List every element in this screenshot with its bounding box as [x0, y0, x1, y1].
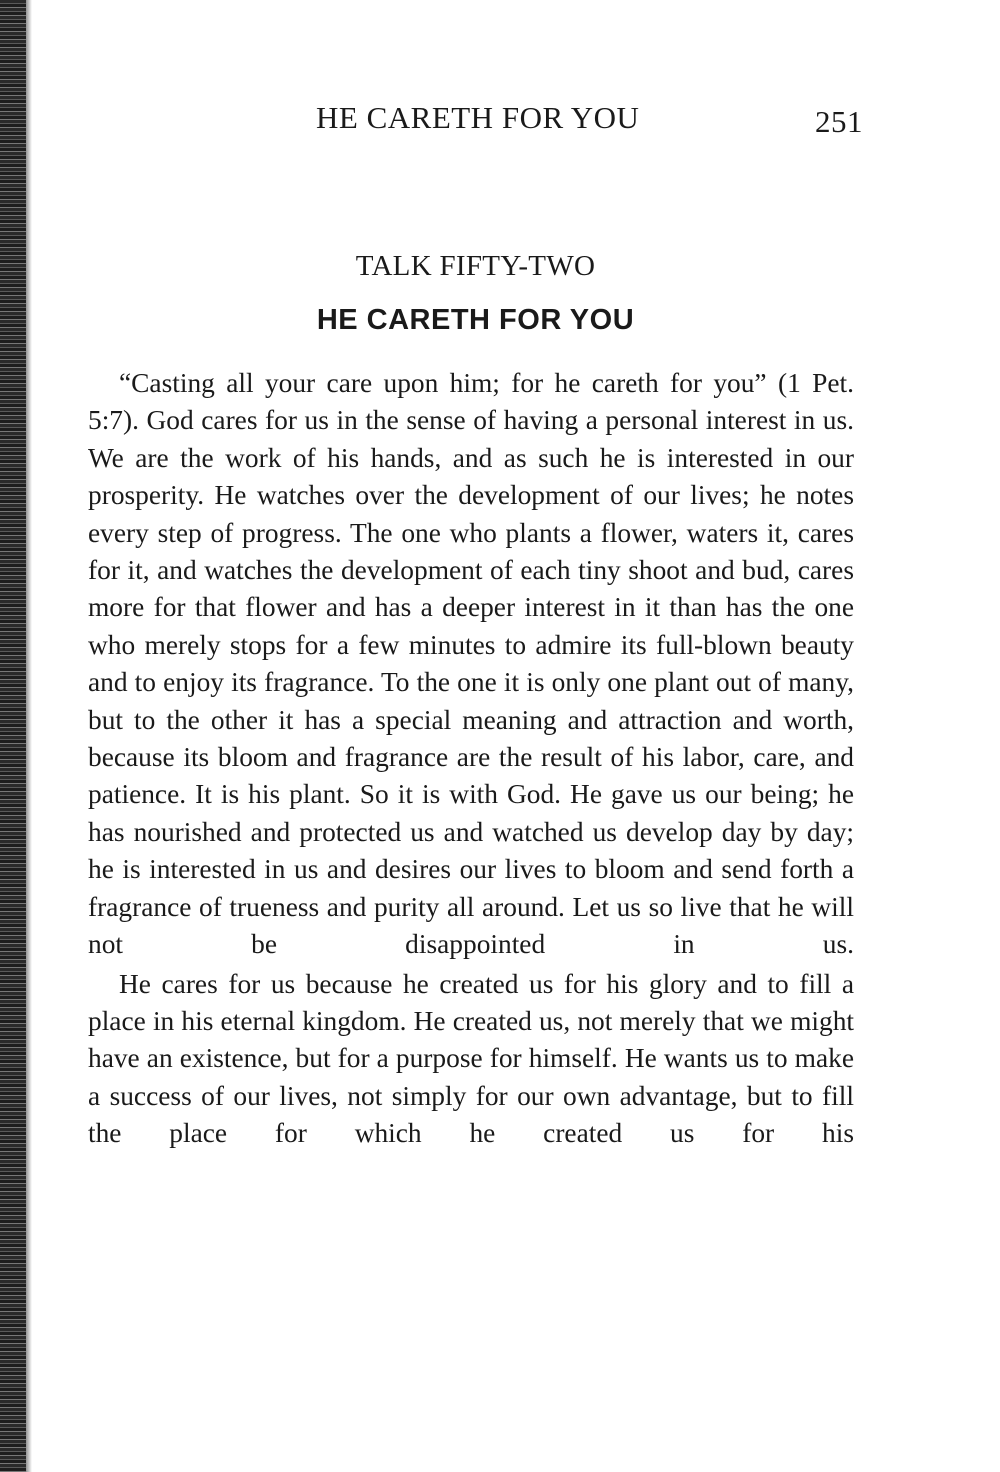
running-head-title: HE CARETH FOR YOU [316, 100, 640, 135]
chapter-title: HE CARETH FOR YOU [316, 304, 635, 336]
page-binding-edge [0, 0, 26, 1472]
page-number: 251 [815, 104, 863, 139]
running-head [88, 100, 863, 144]
body-text [88, 365, 854, 1153]
paragraph-1: “Casting all your care upon him; for he careth for you” (1 Pet. 5:7). God cares for us in the sense of having a personal interest in us. We are the work of his hands, and as such he is interested in our prosperity. He watches over the development of our lives; he notes every step of progress. The one who plants a flower, waters it, cares for it, and watches the development of each tiny shoot and bud, cares more for that flower and has a deeper interest in it than has the one who merely stops for a few minutes to admire its full-blown beauty and to enjoy its fragrance. To the one it is only one plant out of many, but to the other it has a special meaning and attraction and worth, because its bloom and fragrance are the result of his labor, care, and patience. It is his plant. So it is with God. He gave us our being; he has nourished and protected us and watched us develop day by day; he is interested in us and desires our lives to bloom and send forth a fragrance of trueness and purity all around. Let us so live that he will not be disappointed in us. [88, 368, 854, 960]
talk-number: TALK FIFTY-TWO [355, 250, 596, 282]
paragraph-2: He cares for us because he created us for his glory and to fill a place in his eternal kingdom. He created us, not merely that we might have an existence, but for a purpose for himself. He wants us to make a success of our lives, not simply for our own advantage, but to fill the place for which he created us for his [88, 968, 854, 1149]
